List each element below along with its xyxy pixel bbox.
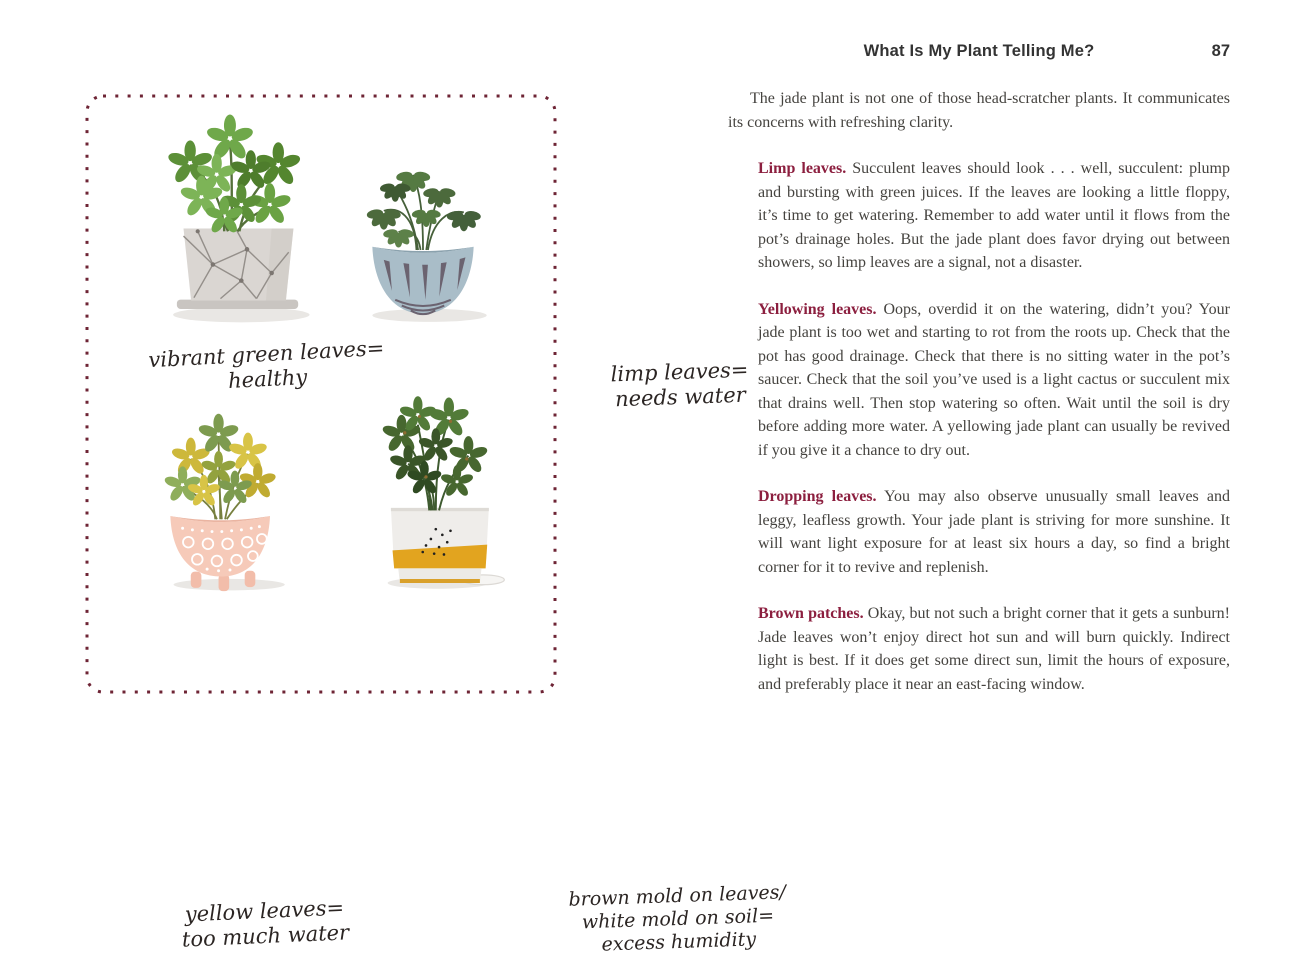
section-body: Succulent leaves should look . . . well, succulent: plump and bursting with green juices. If the leaves are looking a little floppy, it’s time to get watering. Remember to add water until it flows from the pot’s drainage holes. But the jade plant does favor drying out between showers, so limp leaves are a signal, not a disaster. (758, 160, 1231, 271)
illustration-panel (85, 94, 787, 956)
caption-humidity (557, 881, 799, 958)
section-lead: Yellowing leaves. (758, 300, 877, 318)
running-head: What Is My Plant Telling Me? (863, 42, 1095, 60)
overwatered-plant-illustration (127, 400, 315, 592)
caption-line: limp leaves= (610, 357, 749, 387)
right-page (728, 0, 1230, 696)
section-brown-patches (758, 602, 1230, 696)
caption-overwatered (138, 894, 392, 955)
section-yellowing-leaves (758, 298, 1230, 463)
caption-line: too much water (181, 920, 350, 952)
figure-overwatered-plant (127, 400, 350, 952)
caption-line: yellow leaves= (184, 895, 345, 927)
caption-line: healthy (227, 365, 308, 394)
symptom-sections (758, 157, 1230, 696)
caption-line: vibrant green leaves= (147, 335, 385, 373)
caption-line: brown mold on leaves/ (568, 881, 787, 911)
section-body: Oops, overdid it on the watering, didn’t you? Your jade plant is too wet and starting to rot from the roots up. Check that the pot has good drainage. Check that there is no sitting water in the pot’s saucer. Check that the soil you’ve used is a light cactus or succulent mix that drains well. Then stop watering so often. Wait until the soil is dry before adding more water. A yellowing jade plant can usually be revived if you give it a chance to dry out. (758, 300, 1230, 459)
section-lead: Brown patches. (758, 605, 864, 622)
humidity-plant-illustration (330, 392, 522, 592)
section-limp-leaves (758, 157, 1230, 275)
caption-line: needs water (614, 382, 747, 412)
healthy-plant-illustration (123, 110, 335, 328)
section-dropping-leaves (758, 485, 1230, 579)
limp-plant-illustration (333, 134, 513, 326)
section-body: You may also observe unusually small leaves and leggy, leafless growth. Your jade plant is striving for more sunshine. It will want light exposure for at least six hours a day, so find a bright corner for it to revive and replenish. (758, 488, 1231, 576)
caption-line: white mold on soil= (581, 904, 775, 934)
section-body: Okay, but not such a bright corner that it gets a sunburn! Jade leaves won’t enjoy direct hot sun and will burn quickly. Indirect light is best. If it does get some direct sun, limit the hours of exposure, and preferably place it near an east-facing window. (758, 605, 1231, 693)
page-number: 87 (1211, 42, 1230, 60)
section-lead: Limp leaves. (758, 160, 847, 177)
caption-line: excess humidity (601, 927, 757, 956)
figure-limp-plant (333, 134, 749, 412)
figure-healthy-plant (123, 110, 385, 394)
intro-paragraph: The jade plant is not one of those head-scratcher plants. It communicates its concerns with refreshing clarity. (728, 90, 1230, 131)
section-lead: Dropping leaves. (758, 488, 877, 505)
